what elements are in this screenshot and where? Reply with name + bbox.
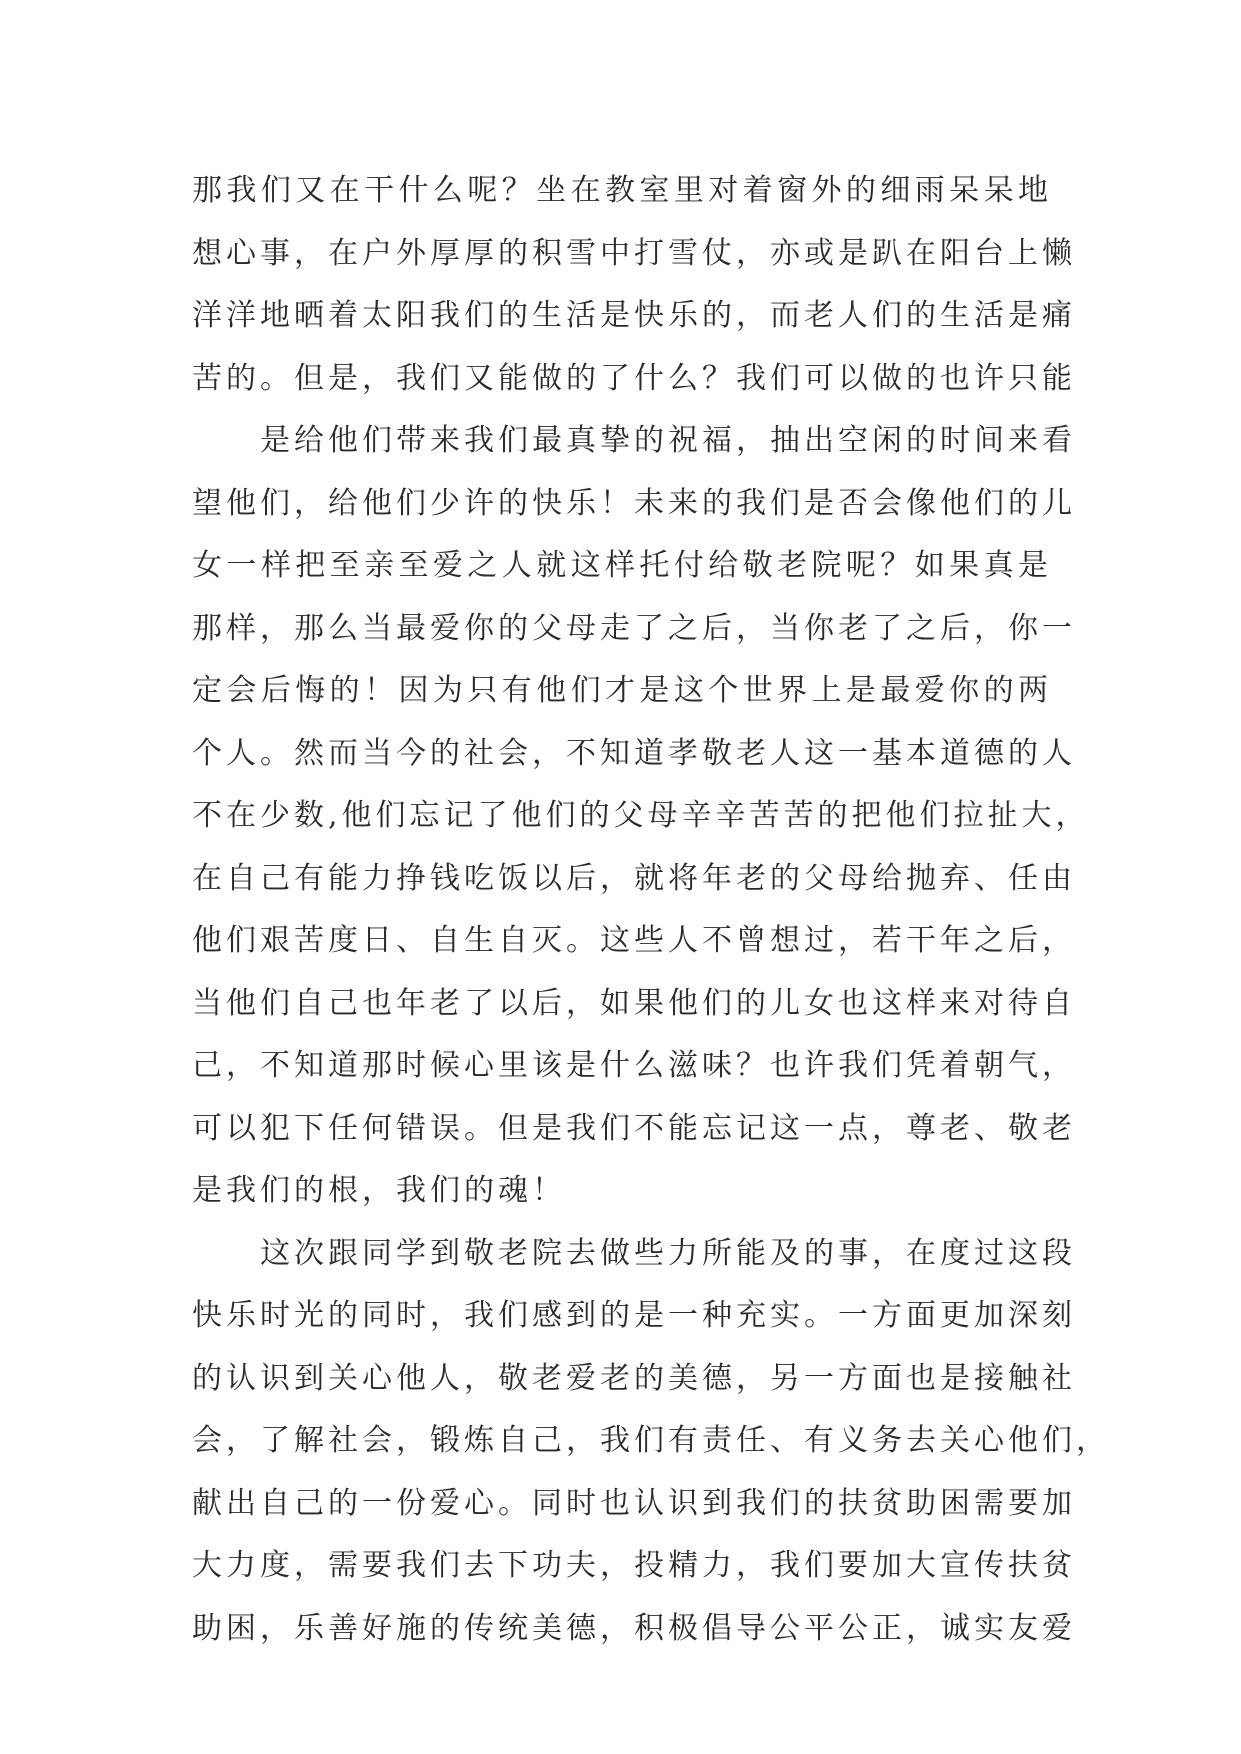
text-line: 己，不知道那时候心里该是什么滋味？也许我们凭着朝气， xyxy=(192,1048,1076,1083)
text-line: 那我们又在干什么呢？坐在教室里对着窗外的细雨呆呆地 xyxy=(192,173,1052,208)
text-line: 想心事，在户外厚厚的积雪中打雪仗，亦或是趴在阳台上懒 xyxy=(192,235,1076,271)
text-line: 这次跟同学到敬老院去做些力所能及的事，在度过这段 xyxy=(260,1235,1076,1271)
text-line: 女一样把至亲至爱之人就这样托付给敬老院呢？如果真是 xyxy=(192,548,1052,583)
text-line: 那样，那么当最爱你的父母走了之后，当你老了之后，你一 xyxy=(192,610,1076,646)
text-line: 望他们，给他们少许的快乐！未来的我们是否会像他们的儿 xyxy=(192,485,1076,521)
text-line: 当他们自己也年老了以后，如果他们的儿女也这样来对待自 xyxy=(192,985,1076,1021)
text-line: 助困，乐善好施的传统美德，积极倡导公平公正，诚实友爱 xyxy=(192,1610,1076,1646)
text-line: 是我们的根，我们的魂！ xyxy=(192,1173,566,1208)
text-line: 大力度，需要我们去下功夫，投精力，我们要加大宣传扶贫 xyxy=(192,1548,1076,1583)
text-line: 不在少数,他们忘记了他们的父母辛辛苦苦的把他们拉扯大， xyxy=(192,798,1090,833)
text-line: 定会后悔的！因为只有他们才是这个世界上是最爱你的两 xyxy=(192,673,1052,708)
text-line: 是给他们带来我们最真挚的祝福，抽出空闲的时间来看 xyxy=(260,423,1076,458)
text-line: 洋洋地晒着太阳我们的生活是快乐的，而老人们的生活是痛 xyxy=(192,298,1076,333)
text-line: 他们艰苦度日、自生自灭。这些人不曾想过，若干年之后， xyxy=(192,923,1076,958)
text-line: 苦的。但是，我们又能做的了什么？我们可以做的也许只能 xyxy=(192,360,1076,396)
text-line: 的认识到关心他人，敬老爱老的美德，另一方面也是接触社 xyxy=(192,1360,1076,1396)
text-line: 会，了解社会，锻炼自己，我们有责任、有义务去关心他们， xyxy=(192,1423,1110,1458)
text-line: 在自己有能力挣钱吃饭以后，就将年老的父母给抛弃、任由 xyxy=(192,860,1076,896)
text-line: 快乐时光的同时，我们感到的是一种充实。一方面更加深刻 xyxy=(192,1298,1076,1333)
body-text xyxy=(192,160,1110,1660)
text-line: 个人。然而当今的社会，不知道孝敬老人这一基本道德的人 xyxy=(192,735,1076,771)
text-line: 献出自己的一份爱心。同时也认识到我们的扶贫助困需要加 xyxy=(192,1485,1076,1521)
text-line: 可以犯下任何错误。但是我们不能忘记这一点，尊老、敬老 xyxy=(192,1110,1076,1146)
